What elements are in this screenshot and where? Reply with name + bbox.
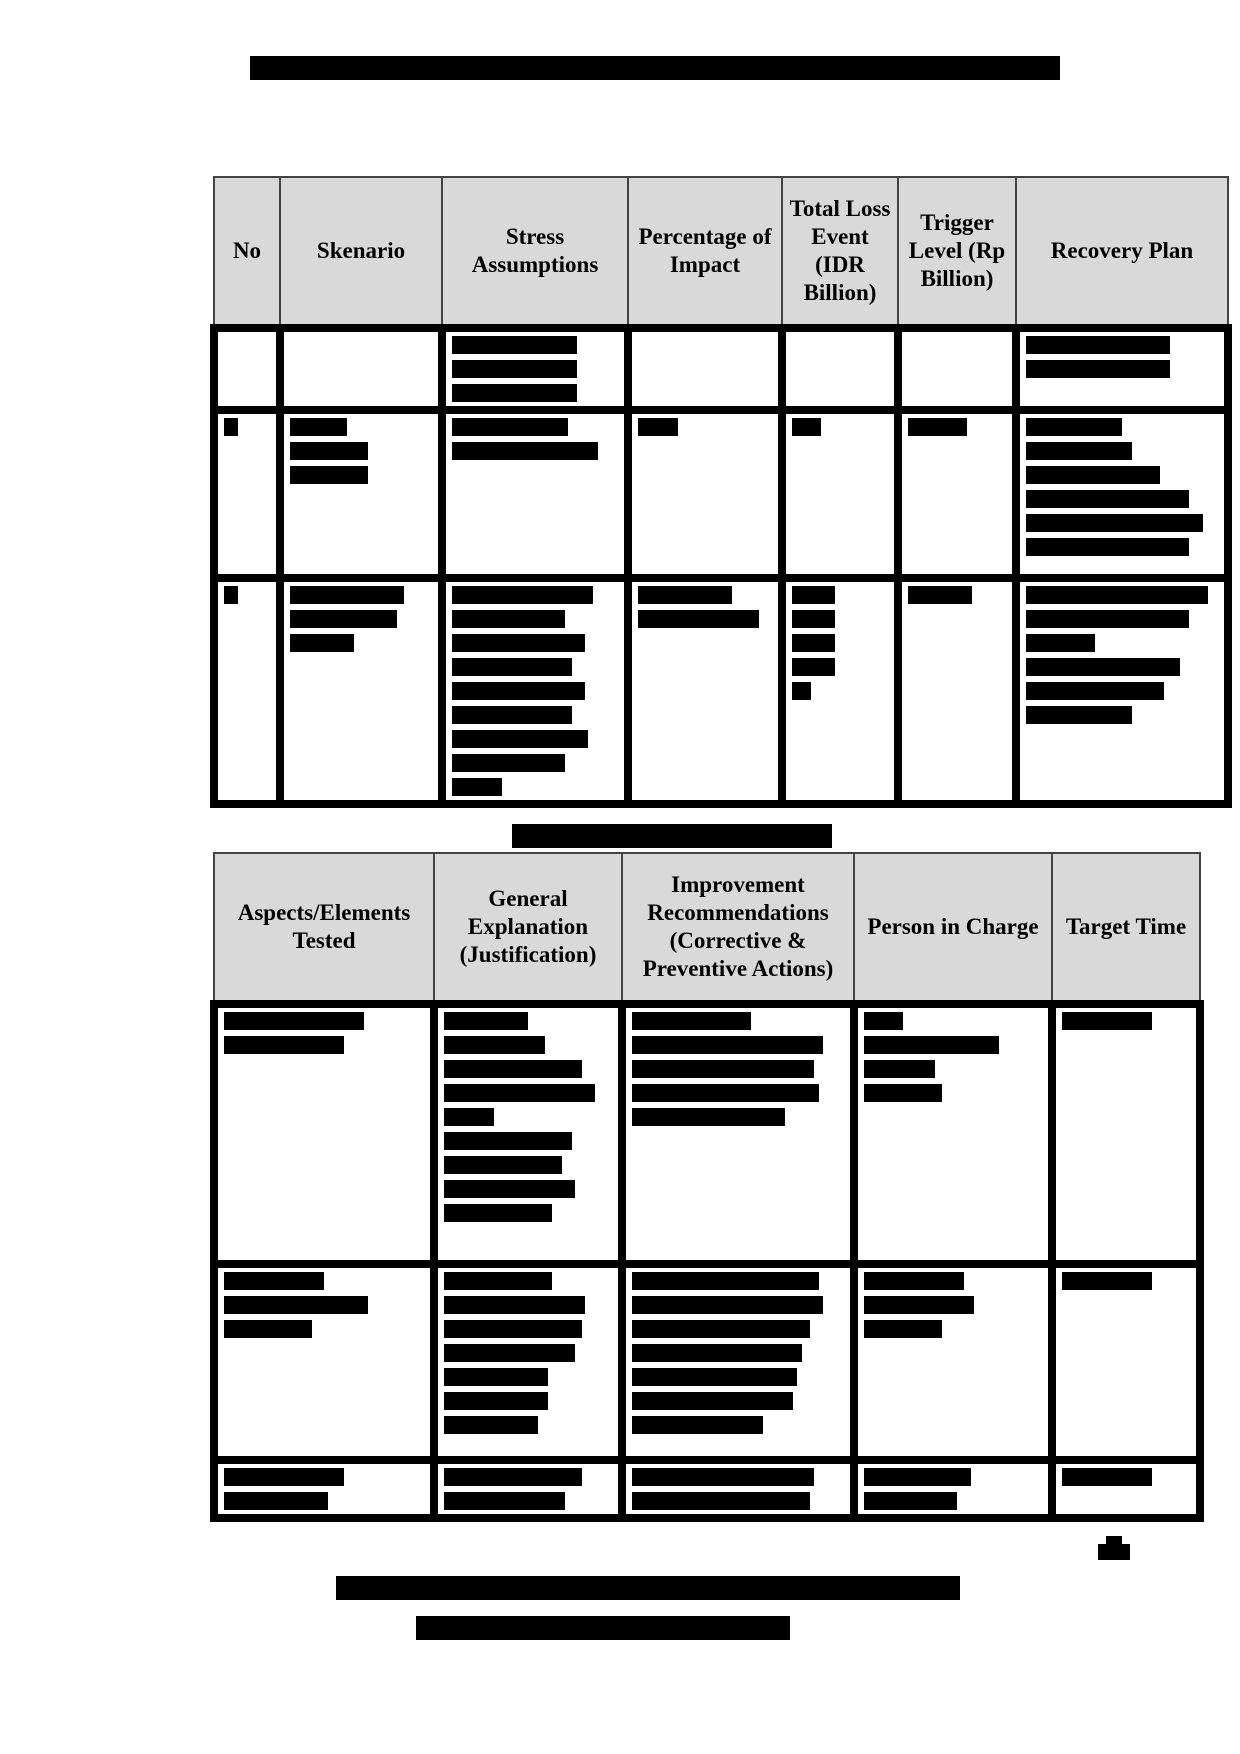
redaction-bar (1026, 634, 1095, 652)
table-cell (782, 578, 898, 804)
evaluation-table (210, 852, 1204, 1522)
redaction-bar (864, 1272, 964, 1290)
redaction-bar (452, 384, 577, 402)
redacted-cell-text (452, 418, 618, 460)
redaction-bar (452, 336, 577, 354)
table-cell (442, 578, 628, 804)
redaction-bar (632, 1108, 785, 1126)
table-header-row (214, 177, 1228, 328)
column-header: Aspects/Elements Tested (214, 853, 434, 1004)
redacted-cell-text (452, 586, 618, 796)
redaction-bar (444, 1416, 538, 1434)
table-cell (628, 578, 782, 804)
redacted-cell-text (224, 586, 270, 604)
redacted-cell-text (864, 1272, 1042, 1338)
table-cell (1052, 1460, 1200, 1518)
column-header: Target Time (1052, 853, 1200, 1004)
redacted-cell-text (1026, 418, 1218, 556)
redacted-cell-text (224, 418, 270, 436)
table-cell (854, 1264, 1052, 1460)
redaction-bar (632, 1392, 793, 1410)
redacted-cell-text (1062, 1012, 1190, 1030)
table-cell (442, 410, 628, 578)
redaction-bar (452, 730, 588, 748)
redacted-cell-text (444, 1468, 612, 1510)
redaction-bar (452, 360, 577, 378)
redaction-bar (1062, 1012, 1152, 1030)
redaction-bar (864, 1468, 971, 1486)
redaction-bar (444, 1344, 575, 1362)
redaction-bar (444, 1492, 565, 1510)
redaction-bar (452, 682, 585, 700)
table-cell (214, 578, 280, 804)
redacted-cell-text (1062, 1468, 1190, 1486)
table-cell (442, 328, 628, 410)
redacted-cell-text (632, 1468, 844, 1510)
redacted-cell-text (224, 1468, 424, 1510)
redaction-bar (1026, 706, 1132, 724)
redacted-cell-text (864, 1468, 1042, 1510)
redacted-cell-text (444, 1012, 612, 1222)
running-header (250, 56, 1060, 80)
redaction-bar (792, 682, 811, 700)
redaction-bar (290, 610, 397, 628)
redaction-bar (444, 1060, 582, 1078)
redacted-cell-text (792, 418, 888, 436)
table-cell (214, 410, 280, 578)
table-cell (1016, 410, 1228, 578)
table-cell (622, 1264, 854, 1460)
redaction-bar (444, 1036, 545, 1054)
redacted-cell-text (1062, 1272, 1190, 1290)
redaction-bar (452, 442, 598, 460)
redaction-bar (224, 1320, 312, 1338)
table-cell (782, 410, 898, 578)
redaction-bar (224, 1036, 344, 1054)
redaction-bar (1026, 490, 1189, 508)
redacted-cell-text (908, 586, 1006, 604)
redaction-bar (444, 1132, 572, 1150)
table-row (214, 1264, 1200, 1460)
redaction-bar (632, 1320, 810, 1338)
table-cell (1016, 578, 1228, 804)
redaction-bar (1026, 466, 1160, 484)
table-cell (898, 328, 1016, 410)
redaction-bar (290, 466, 368, 484)
redaction-bar (444, 1156, 562, 1174)
table-cell (214, 1004, 434, 1264)
redaction-bar (452, 418, 568, 436)
redaction-bar (632, 1368, 797, 1386)
redacted-cell-text (290, 586, 432, 652)
table-body (214, 328, 1228, 804)
redaction-bar (290, 418, 347, 436)
redacted-cell-text (224, 1012, 424, 1054)
table-cell (622, 1460, 854, 1518)
redaction-bar (864, 1084, 942, 1102)
column-header: Stress Assumptions (442, 177, 628, 328)
redaction-bar (1026, 658, 1180, 676)
redaction-bar (290, 586, 404, 604)
redaction-bar (864, 1320, 942, 1338)
redaction-bar (638, 418, 678, 436)
redaction-bar (632, 1060, 814, 1078)
column-header: Person in Charge (854, 853, 1052, 1004)
redaction-bar (452, 778, 502, 796)
table-row (214, 1004, 1200, 1264)
redaction-bar (792, 658, 835, 676)
redaction-bar (290, 442, 368, 460)
redaction-bar (632, 1012, 751, 1030)
redaction-bar (444, 1392, 548, 1410)
redaction-bar (224, 1492, 328, 1510)
redacted-cell-text (224, 1272, 424, 1338)
redaction-bar (908, 418, 967, 436)
redaction-bar (1026, 336, 1170, 354)
table-cell (628, 410, 782, 578)
column-header: Trigger Level (Rp Billion) (898, 177, 1016, 328)
redacted-cell-text (1026, 336, 1218, 378)
redaction-bar (638, 610, 759, 628)
table-cell (1052, 1004, 1200, 1264)
column-header: Total Loss Event (IDR Billion) (782, 177, 898, 328)
redaction-bar (1026, 610, 1189, 628)
table-cell (1052, 1264, 1200, 1460)
table-cell (214, 1264, 434, 1460)
redaction-bar (444, 1012, 528, 1030)
redaction-bar (444, 1272, 552, 1290)
stress-test-table (210, 176, 1232, 808)
redaction-bar (444, 1296, 585, 1314)
redaction-bar (452, 754, 565, 772)
table-cell (854, 1004, 1052, 1264)
table-cell (280, 328, 442, 410)
redaction-bar (444, 1320, 582, 1338)
redaction-bar (444, 1368, 548, 1386)
redaction-bar (224, 1272, 324, 1290)
column-header: No (214, 177, 280, 328)
column-header: Skenario (280, 177, 442, 328)
column-header: General Explanation (Justification) (434, 853, 622, 1004)
redacted-cell-text (444, 1272, 612, 1434)
table-cell (898, 578, 1016, 804)
redaction-bar (452, 658, 572, 676)
table-cell (628, 328, 782, 410)
redaction-bar (908, 586, 972, 604)
redaction-bar (638, 586, 732, 604)
redaction-bar (864, 1492, 957, 1510)
redacted-cell-text (638, 418, 772, 436)
redaction-bar (1026, 442, 1132, 460)
redacted-header-text (250, 56, 1060, 80)
table-cell (280, 578, 442, 804)
redaction-bar (444, 1180, 575, 1198)
redacted-cell-text (632, 1272, 844, 1434)
redaction-bar (444, 1468, 582, 1486)
redaction-bar (224, 586, 238, 604)
table-row (214, 1460, 1200, 1518)
table-cell (854, 1460, 1052, 1518)
redaction-bar (452, 634, 585, 652)
redacted-cell-text (452, 336, 618, 402)
redaction-bar (452, 610, 565, 628)
redaction-bar (1026, 360, 1170, 378)
redaction-bar (632, 1416, 763, 1434)
redaction-bar (1026, 418, 1122, 436)
redaction-bar (444, 1084, 595, 1102)
table-header-row (214, 853, 1200, 1004)
redaction-bar (632, 1468, 814, 1486)
column-header: Percentage of Impact (628, 177, 782, 328)
redaction-bar (792, 634, 835, 652)
table-cell (782, 328, 898, 410)
redaction-bar (444, 1204, 552, 1222)
redaction-bar (452, 706, 572, 724)
redaction-bar (1062, 1272, 1152, 1290)
column-header: Improvement Recommendations (Corrective & Preventive Actions) (622, 853, 854, 1004)
column-header: Recovery Plan (1016, 177, 1228, 328)
table-cell (434, 1460, 622, 1518)
redacted-cell-text (638, 586, 772, 628)
table-row (214, 328, 1228, 410)
table-cell (434, 1004, 622, 1264)
table-cell (214, 1460, 434, 1518)
redacted-cell-text (1026, 586, 1218, 724)
redaction-bar (792, 610, 835, 628)
redacted-cell-text (792, 586, 888, 700)
redaction-bar (224, 418, 238, 436)
redaction-bar (792, 586, 835, 604)
redacted-footer-line-2 (416, 1616, 790, 1640)
redaction-bar (792, 418, 821, 436)
redaction-bar (864, 1012, 903, 1030)
page-number (1098, 1536, 1130, 1558)
redaction-bar (290, 634, 354, 652)
redaction-bar (632, 1272, 819, 1290)
table-cell (622, 1004, 854, 1264)
redaction-bar (1026, 538, 1189, 556)
redaction-bar (1062, 1468, 1152, 1486)
redaction-bar (1026, 682, 1164, 700)
table-cell (898, 410, 1016, 578)
table-row (214, 578, 1228, 804)
redaction-bar (632, 1492, 810, 1510)
redaction-bar (1026, 514, 1203, 532)
redaction-bar (224, 1012, 364, 1030)
redaction-bar (632, 1296, 823, 1314)
redacted-cell-text (290, 418, 432, 484)
redaction-bar (224, 1296, 368, 1314)
redaction-bar (864, 1036, 999, 1054)
redacted-cell-text (864, 1012, 1042, 1102)
redaction-bar (444, 1108, 494, 1126)
table-cell (214, 328, 280, 410)
redaction-bar (632, 1084, 819, 1102)
table-cell (434, 1264, 622, 1460)
redaction-bar (452, 586, 593, 604)
redaction-bar (632, 1344, 802, 1362)
redacted-table-caption (512, 824, 832, 848)
redaction-bar (1026, 586, 1208, 604)
redaction-bar (864, 1060, 935, 1078)
table-row (214, 410, 1228, 578)
redaction-bar (864, 1296, 974, 1314)
redaction-bar (224, 1468, 344, 1486)
table-body (214, 1004, 1200, 1518)
redacted-cell-text (632, 1012, 844, 1126)
redaction-bar (632, 1036, 823, 1054)
table-cell (1016, 328, 1228, 410)
table-cell (280, 410, 442, 578)
redacted-footer-line-1 (336, 1576, 960, 1600)
redacted-cell-text (908, 418, 1006, 436)
